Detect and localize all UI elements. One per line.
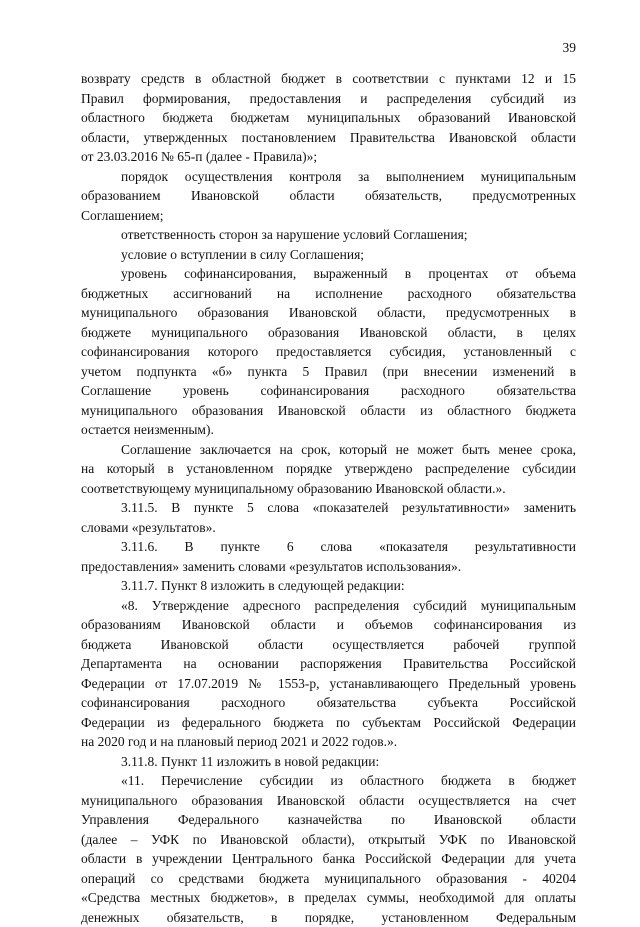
text-line: Федерации из федерального бюджета по субъектам Российской Федерации <box>81 713 576 733</box>
text-line: предоставления» заменить словами «результатов использования». <box>81 557 576 577</box>
text-line: учетом подпункта «б» пункта 5 Правил (при внесении изменений в <box>81 362 576 382</box>
document-body <box>81 69 576 927</box>
text-line: софинансирования которого предоставляется субсидия, установленный с <box>81 342 576 362</box>
text-line: Правил формирования, предоставления и распределения субсидий из <box>81 89 576 109</box>
page-number: 39 <box>0 38 576 57</box>
text-line: «Средства местных бюджетов», в пределах суммы, необходимой для оплаты <box>81 888 576 908</box>
text-line: Соглашением; <box>81 206 576 226</box>
text-line: области, утвержденных постановлением Правительства Ивановской области <box>81 128 576 148</box>
text-line: на который в установленном порядке утверждено распределение субсидии <box>81 459 576 479</box>
text-line: порядок осуществления контроля за выполнением муниципальным <box>81 167 576 187</box>
text-line: (далее – УФК по Ивановской области), открытый УФК по Ивановской <box>81 830 576 850</box>
text-line: Соглашение уровень софинансирования расходного обязательства <box>81 381 576 401</box>
text-line: денежных обязательств, в порядке, установленном Федеральным <box>81 908 576 927</box>
text-line: ответственность сторон за нарушение условий Соглашения; <box>81 225 576 245</box>
text-line: софинансирования расходного обязательства субъекта Российской <box>81 693 576 713</box>
text-line: соответствующему муниципальному образованию Ивановской области.». <box>81 479 576 499</box>
text-line: муниципального образования Ивановской области осуществляется на счет <box>81 791 576 811</box>
text-line: муниципального образования Ивановской области из областного бюджета <box>81 401 576 421</box>
text-line: на 2020 год и на плановый период 2021 и 2022 годов.». <box>81 732 576 752</box>
text-line: бюджете муниципального образования Ивановской области, в целях <box>81 323 576 343</box>
text-line: Соглашение заключается на срок, который не может быть менее срока, <box>81 440 576 460</box>
text-line: от 23.03.2016 № 65-п (далее - Правила)»; <box>81 147 576 167</box>
text-line: остается неизменным). <box>81 420 576 440</box>
text-line: 3.11.8. Пункт 11 изложить в новой редакции: <box>81 752 576 772</box>
text-line: «8. Утверждение адресного распределения субсидий муниципальным <box>81 596 576 616</box>
text-line: бюджетных ассигнований на исполнение расходного обязательства <box>81 284 576 304</box>
text-line: образованиям Ивановской области и объемов софинансирования из <box>81 615 576 635</box>
text-line: словами «результатов». <box>81 518 576 538</box>
text-line: возврату средств в областной бюджет в соответствии с пунктами 12 и 15 <box>81 69 576 89</box>
text-line: 3.11.7. Пункт 8 изложить в следующей редакции: <box>81 576 576 596</box>
text-line: бюджета Ивановской области осуществляется рабочей группой <box>81 635 576 655</box>
text-line: образованием Ивановской области обязательств, предусмотренных <box>81 186 576 206</box>
text-line: области в учреждении Центрального банка Российской Федерации для учета <box>81 849 576 869</box>
text-line: муниципального образования Ивановской области, предусмотренных в <box>81 303 576 323</box>
text-line: Департамента на основании распоряжения Правительства Российской <box>81 654 576 674</box>
text-line: 3.11.6. В пункте 6 слова «показателя результативности <box>81 537 576 557</box>
text-line: 3.11.5. В пункте 5 слова «показателей результативности» заменить <box>81 498 576 518</box>
text-line: Управления Федерального казначейства по Ивановской области <box>81 810 576 830</box>
text-line: операций со средствами бюджета муниципального образования - 40204 <box>81 869 576 889</box>
text-line: «11. Перечисление субсидии из областного бюджета в бюджет <box>81 771 576 791</box>
text-line: областного бюджета бюджетам муниципальных образований Ивановской <box>81 108 576 128</box>
text-line: Федерации от 17.07.2019 № 1553-р, устанавливающего Предельный уровень <box>81 674 576 694</box>
text-line: уровень софинансирования, выраженный в процентах от объема <box>81 264 576 284</box>
text-line: условие о вступлении в силу Соглашения; <box>81 245 576 265</box>
